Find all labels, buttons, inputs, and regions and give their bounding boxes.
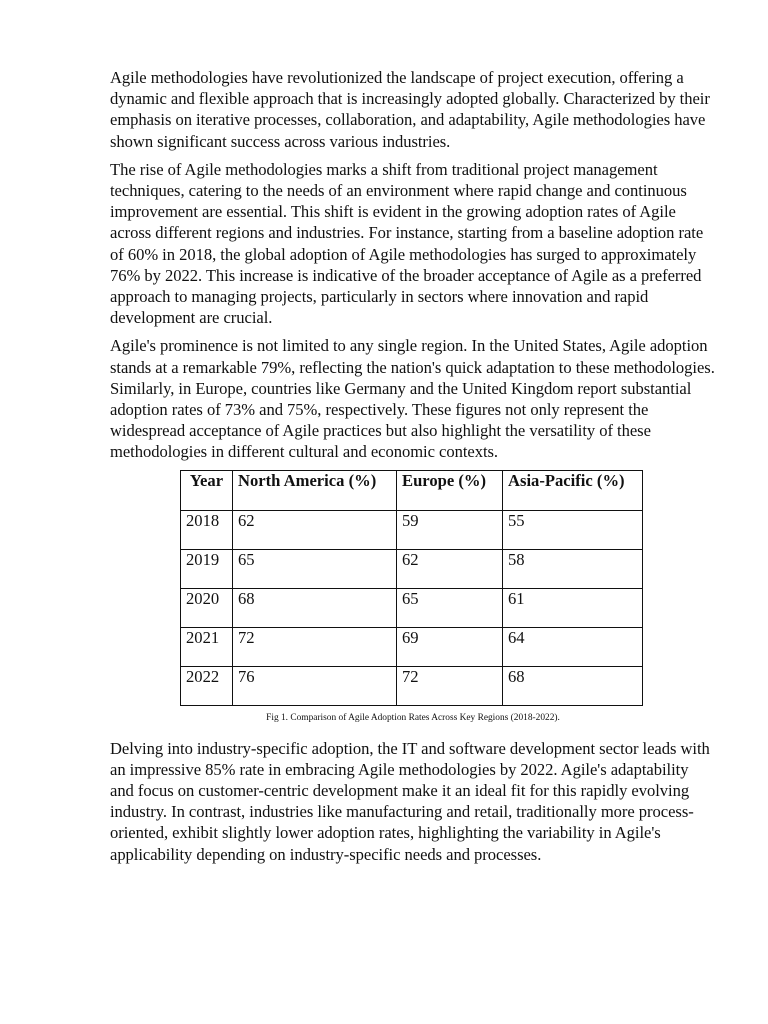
cell-north-america: 72 — [233, 627, 397, 666]
cell-year: 2020 — [181, 588, 233, 627]
cell-north-america: 62 — [233, 510, 397, 549]
table-row — [181, 588, 643, 627]
table-row — [181, 666, 643, 705]
cell-europe: 65 — [397, 588, 503, 627]
table-row — [181, 549, 643, 588]
table-header-row — [181, 470, 643, 510]
table-row — [181, 627, 643, 666]
cell-asia-pacific: 55 — [503, 510, 643, 549]
cell-europe: 72 — [397, 666, 503, 705]
cell-year: 2021 — [181, 627, 233, 666]
header-year: Year — [181, 470, 233, 510]
cell-europe: 69 — [397, 627, 503, 666]
paragraph-rise-of-agile: The rise of Agile methodologies marks a shift from traditional project management techniques, catering to the needs of an environment where rapid change and continuous improvement are essential. This shift is evident in the growing adoption rates of Agile across different regions and industries. For instance, starting from a baseline adoption rate of 60% in 2018, the global adoption of Agile methodologies has surged to approximately 76% by 2022. This increase is indicative of the broader acceptance of Agile as a preferred approach to managing projects, particularly in sectors where innovation and rapid development are crucial. — [110, 159, 704, 328]
document-page — [110, 67, 716, 872]
adoption-rates-table — [180, 470, 643, 706]
cell-asia-pacific: 58 — [503, 549, 643, 588]
cell-europe: 62 — [397, 549, 503, 588]
cell-asia-pacific: 64 — [503, 627, 643, 666]
cell-year: 2022 — [181, 666, 233, 705]
cell-year: 2018 — [181, 510, 233, 549]
cell-year: 2019 — [181, 549, 233, 588]
cell-asia-pacific: 61 — [503, 588, 643, 627]
header-asia-pacific: Asia-Pacific (%) — [503, 470, 643, 510]
cell-north-america: 68 — [233, 588, 397, 627]
header-north-america: North America (%) — [233, 470, 397, 510]
paragraph-industry-adoption: Delving into industry-specific adoption, the IT and software development sector leads with an impressive 85% rate in embracing Agile methodologies by 2022. Agile's adaptability and focus on customer-centric development make it an ideal fit for this rapidly evolving industry. In contrast, industries like manufacturing and retail, traditionally more process-oriented, exhibit slightly lower adoption rates, highlighting the variability in Agile's applicability depending on industry-specific needs and processes. — [110, 738, 710, 864]
adoption-table-figure — [180, 470, 642, 723]
cell-north-america: 65 — [233, 549, 397, 588]
cell-europe: 59 — [397, 510, 503, 549]
paragraph-regional-prominence: Agile's prominence is not limited to any single region. In the United States, Agile adoption stands at a remarkable 79%, reflecting the nation's quick adaptation to these methodologies. Similarly, in Europe, countries like Germany and the United Kingdom report substantial adoption rates of 73% and 75%, respectively. These figures not only represent the widespread acceptance of Agile practices but also highlight the versatility of these methodologies in different cultural and economic contexts. — [110, 336, 715, 462]
paragraph-intro: Agile methodologies have revolutionized the landscape of project execution, offering a dynamic and flexible approach that is increasingly adopted globally. Characterized by their emphasis on iterative processes, collaboration, and adaptability, Agile methodologies have shown significant success across various industries. — [110, 68, 710, 151]
cell-north-america: 76 — [233, 666, 397, 705]
table-row — [181, 510, 643, 549]
cell-asia-pacific: 68 — [503, 666, 643, 705]
table-caption: Fig 1. Comparison of Agile Adoption Rates Across Key Regions (2018-2022). — [266, 712, 560, 723]
header-europe: Europe (%) — [397, 470, 503, 510]
